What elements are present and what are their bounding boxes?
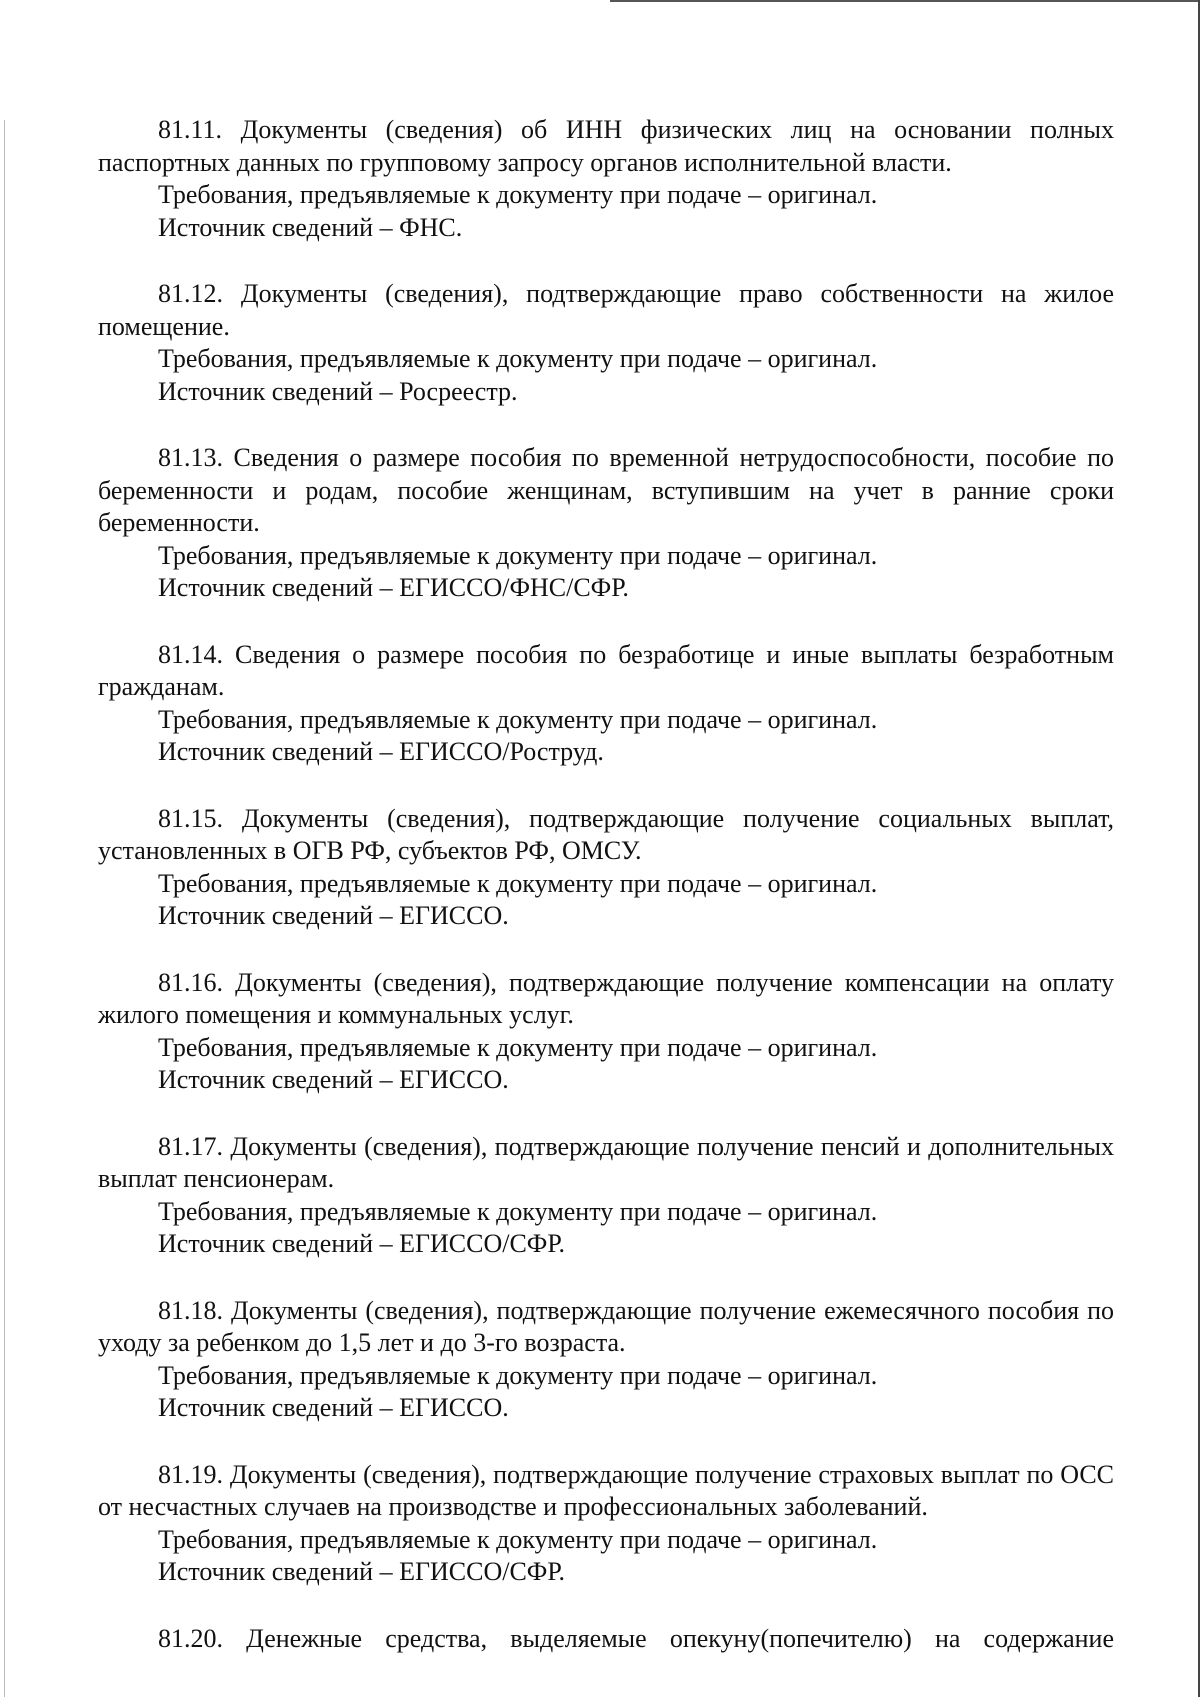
- clause-text: 81.20. Денежные средства, выделяемые опекуну(попечителю) на содержание: [158, 1623, 1114, 1653]
- clause-81-19: [98, 1459, 1114, 1589]
- clause-requirement: Требования, предъявляемые к документу при подаче – оригинал.: [158, 704, 878, 734]
- clause-text: 81.14. Сведения о размере пособия по безработице и иные выплаты безработным гражданам.: [98, 639, 1114, 701]
- clause-requirement: Требования, предъявляемые к документу при подаче – оригинал.: [158, 1032, 878, 1062]
- clause-text: 81.11. Документы (сведения) об ИНН физических лиц на основании полных паспортных данных по групповому запросу органов исполнительной власти.: [98, 115, 1114, 177]
- clause-requirement: Требования, предъявляемые к документу при подаче – оригинал.: [158, 1196, 878, 1226]
- clause-text: 81.12. Документы (сведения), подтверждающие право собственности на жилое помещение.: [98, 279, 1114, 341]
- document-body: [98, 114, 1114, 1689]
- clause-source: Источник сведений – ЕГИССО.: [158, 1065, 509, 1094]
- clause-source: Источник сведений – ФНС.: [158, 212, 463, 242]
- scan-edge-top: [610, 0, 1200, 2]
- clause-81-13: [98, 442, 1114, 605]
- clause-source: Источник сведений – ЕГИССО/Роструд.: [158, 737, 604, 766]
- clause-81-18: [98, 1295, 1114, 1425]
- clause-text: 81.18. Документы (сведения), подтверждающие получение ежемесячного пособия по уходу за ребенком до 1,5 лет и до 3-го возраста.: [98, 1295, 1114, 1357]
- clause-text: 81.16. Документы (сведения), подтверждающие получение компенсации на оплату жилого помещения и коммунальных услуг.: [98, 967, 1114, 1029]
- clause-source: Источник сведений – ЕГИССО.: [158, 1393, 509, 1422]
- clause-requirement: Требования, предъявляемые к документу при подаче – оригинал.: [158, 180, 878, 209]
- clause-requirement: Требования, предъявляемые к документу при подаче – оригинал.: [158, 868, 878, 898]
- clause-text: 81.19. Документы (сведения), подтверждающие получение страховых выплат по ОСС от несчастных случаев на производстве и профессиональных заболеваний.: [98, 1459, 1114, 1521]
- clause-requirement: Требования, предъявляемые к документу при подаче – оригинал.: [158, 1524, 878, 1554]
- clause-requirement: Требования, предъявляемые к документу при подаче – оригинал.: [158, 344, 878, 373]
- clause-81-12: [98, 278, 1114, 408]
- clause-source: Источник сведений – ЕГИССО/ФНС/СФР.: [158, 573, 629, 602]
- clause-81-15: [98, 803, 1114, 933]
- clause-source: Источник сведений – ЕГИССО.: [158, 901, 509, 930]
- clause-requirement: Требования, предъявляемые к документу при подаче – оригинал.: [158, 1360, 878, 1390]
- clause-81-14: [98, 639, 1114, 769]
- clause-81-20: [98, 1623, 1114, 1656]
- clause-81-17: [98, 1131, 1114, 1261]
- clause-requirement: Требования, предъявляемые к документу при подаче – оригинал.: [158, 540, 878, 570]
- clause-text: 81.17. Документы (сведения), подтверждающие получение пенсий и дополнительных выплат пенсионерам.: [98, 1131, 1114, 1193]
- clause-text: 81.13. Сведения о размере пособия по временной нетрудоспособности, пособие по беременности и родам, пособие женщинам, вступившим на учет в ранние сроки беременности.: [98, 443, 1114, 537]
- clause-81-11: [98, 114, 1114, 244]
- scan-edge-left: [4, 120, 5, 1697]
- clause-81-16: [98, 967, 1114, 1097]
- clause-source: Источник сведений – Росреестр.: [158, 376, 518, 406]
- clause-text: 81.15. Документы (сведения), подтверждающие получение социальных выплат, установленных в ОГВ РФ, субъектов РФ, ОМСУ.: [98, 803, 1114, 865]
- clause-source: Источник сведений – ЕГИССО/СФР.: [158, 1229, 566, 1258]
- clause-source: Источник сведений – ЕГИССО/СФР.: [158, 1557, 566, 1586]
